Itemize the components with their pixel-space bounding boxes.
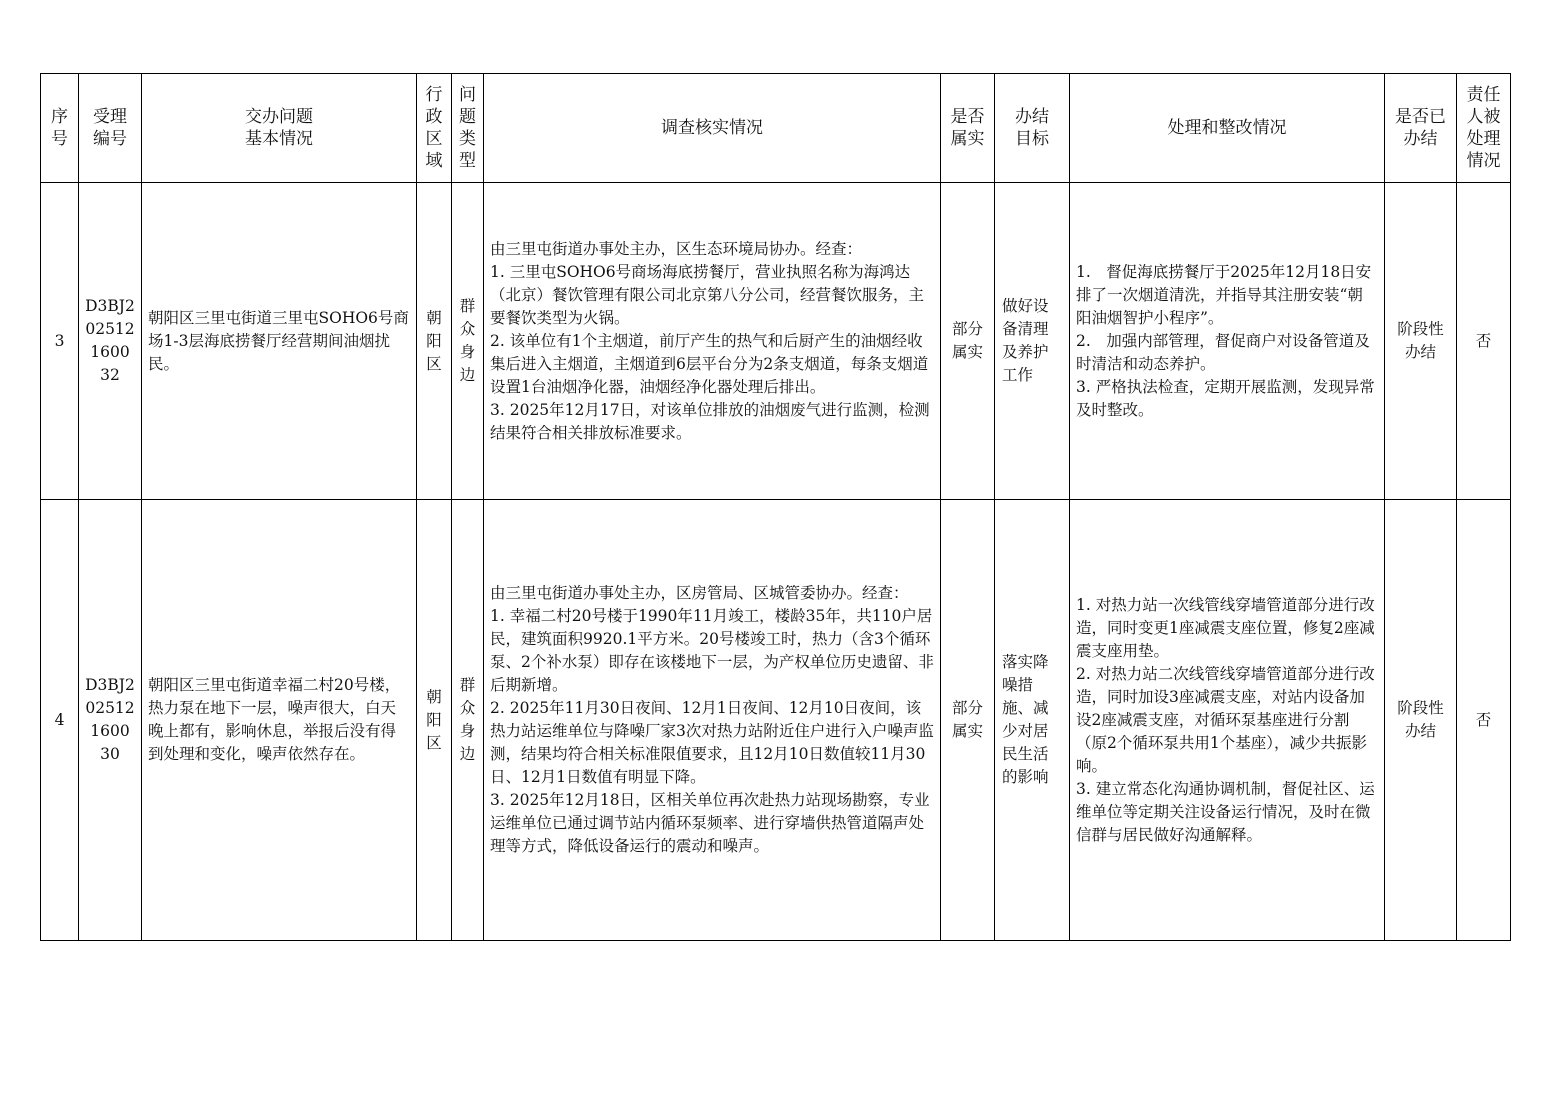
cell-region: 朝阳区 <box>417 500 452 941</box>
report-sheet <box>40 73 1510 941</box>
cell-problem: 朝阳区三里屯街道三里屯SOHO6号商场1-3层海底捞餐厅经营期间油烟扰民。 <box>142 183 417 500</box>
header-problem-line2: 基本情况 <box>245 129 313 149</box>
cell-handling <box>1070 183 1385 500</box>
cell-investigation <box>484 500 941 941</box>
cell-accountability: 否 <box>1457 183 1511 500</box>
header-problem <box>142 74 417 183</box>
investigation-line: 由三里屯街道办事处主办，区房管局、区城管委协办。经查： <box>490 584 909 602</box>
handling-line: 1. 督促海底捞餐厅于2025年12月18日安排了一次烟道清洗，并指导其注册安装“朝阳油烟智护小程序”。 <box>1076 262 1372 327</box>
table-row <box>41 183 1511 500</box>
cell-type: 群众身边 <box>452 183 484 500</box>
investigation-line: 3. 2025年12月18日，区相关单位再次赴热力站现场勘察，专业运维单位已通过调节站内循环泵频率、进行穿墙供热管道隔声处理等方式，降低设备运行的震动和噪声。 <box>490 791 930 855</box>
header-code: 受理编号 <box>79 74 142 183</box>
cell-done: 阶段性办结 <box>1385 500 1457 941</box>
cell-is-true: 部分属实 <box>941 500 995 941</box>
cell-is-true: 部分属实 <box>941 183 995 500</box>
cell-region: 朝阳区 <box>417 183 452 500</box>
cell-handling <box>1070 500 1385 941</box>
investigation-line: 2. 2025年11月30日夜间、12月1日夜间、12月10日夜间，该热力站运维单位与降噪厂家3次对热力站附近住户进行入户噪声监测，结果均符合相关标准限值要求，且12月10日数值较11月30日、12月1日数值有明显下降。 <box>490 699 934 786</box>
header-handling: 处理和整改情况 <box>1070 74 1385 183</box>
cell-goal: 落实降噪措施、减少对居民生活的影响 <box>995 500 1070 941</box>
header-investigation: 调查核实情况 <box>484 74 941 183</box>
investigation-line: 2. 该单位有1个主烟道，前厅产生的热气和后厨产生的油烟经收集后进入主烟道，主烟道到6层平台分为2条支烟道，每条支烟道设置1台油烟净化器，油烟经净化器处理后排出。 <box>490 331 929 396</box>
investigation-line: 1. 三里屯SOHO6号商场海底捞餐厅，营业执照名称为海鸿达（北京）餐饮管理有限公司北京第八分公司，经营餐饮服务，主要餐饮类型为火锅。 <box>490 262 925 327</box>
cell-accountability: 否 <box>1457 500 1511 941</box>
handling-line: 2. 加强内部管理，督促商户对设备管道及时清洁和动态养护。 <box>1076 331 1370 373</box>
header-type: 问题类型 <box>452 74 484 183</box>
supervision-table <box>40 73 1511 941</box>
investigation-line: 由三里屯街道办事处主办，区生态环境局协办。经查： <box>490 239 863 258</box>
cell-investigation <box>484 183 941 500</box>
header-is-true: 是否属实 <box>941 74 995 183</box>
header-region: 行政区域 <box>417 74 452 183</box>
handling-line: 3. 建立常态化沟通协调机制，督促社区、运维单位等定期关注设备运行情况，及时在微信群与居民做好沟通解释。 <box>1076 779 1375 844</box>
header-goal: 办结目标 <box>995 74 1070 183</box>
cell-problem: 朝阳区三里屯街道幸福二村20号楼，热力泵在地下一层，噪声很大，白天晚上都有，影响休息，举报后没有得到处理和变化，噪声依然存在。 <box>142 500 417 941</box>
handling-line: 1. 对热力站一次线管线穿墙管道部分进行改造，同时变更1座减震支座位置，修复2座减震支座用垫。 <box>1076 595 1375 660</box>
cell-seq: 4 <box>41 500 79 941</box>
cell-goal: 做好设备清理及养护工作 <box>995 183 1070 500</box>
header-problem-line1: 交办问题 <box>245 107 313 127</box>
investigation-line: 3. 2025年12月17日，对该单位排放的油烟废气进行监测，检测结果符合相关排放标准要求。 <box>490 400 930 442</box>
header-done: 是否已办结 <box>1385 74 1457 183</box>
cell-seq: 3 <box>41 183 79 500</box>
header-accountability: 责任人被处理情况 <box>1457 74 1511 183</box>
cell-code: D3BJ2025121600 32 <box>79 183 142 500</box>
cell-done: 阶段性办结 <box>1385 183 1457 500</box>
cell-type: 群众身边 <box>452 500 484 941</box>
handling-line: 2. 对热力站二次线管线穿墙管道部分进行改造，同时加设3座减震支座，对站内设备加设2座减震支座，对循环泵基座进行分割（原2个循环泵共用1个基座），减少共振影响。 <box>1076 664 1375 775</box>
investigation-line: 1. 幸福二村20号楼于1990年11月竣工，楼龄35年，共110户居民，建筑面积9920.1平方米。20号楼竣工时，热力（含3个循环泵、2个补水泵）即存在该楼地下一层，为产权单位历史遗留、非后期新增。 <box>490 607 934 694</box>
header-row <box>41 74 1511 183</box>
table-row <box>41 500 1511 941</box>
header-seq: 序号 <box>41 74 79 183</box>
cell-code: D3BJ2025121600 30 <box>79 500 142 941</box>
handling-line: 3. 严格执法检查，定期开展监测，发现异常及时整改。 <box>1076 377 1375 419</box>
